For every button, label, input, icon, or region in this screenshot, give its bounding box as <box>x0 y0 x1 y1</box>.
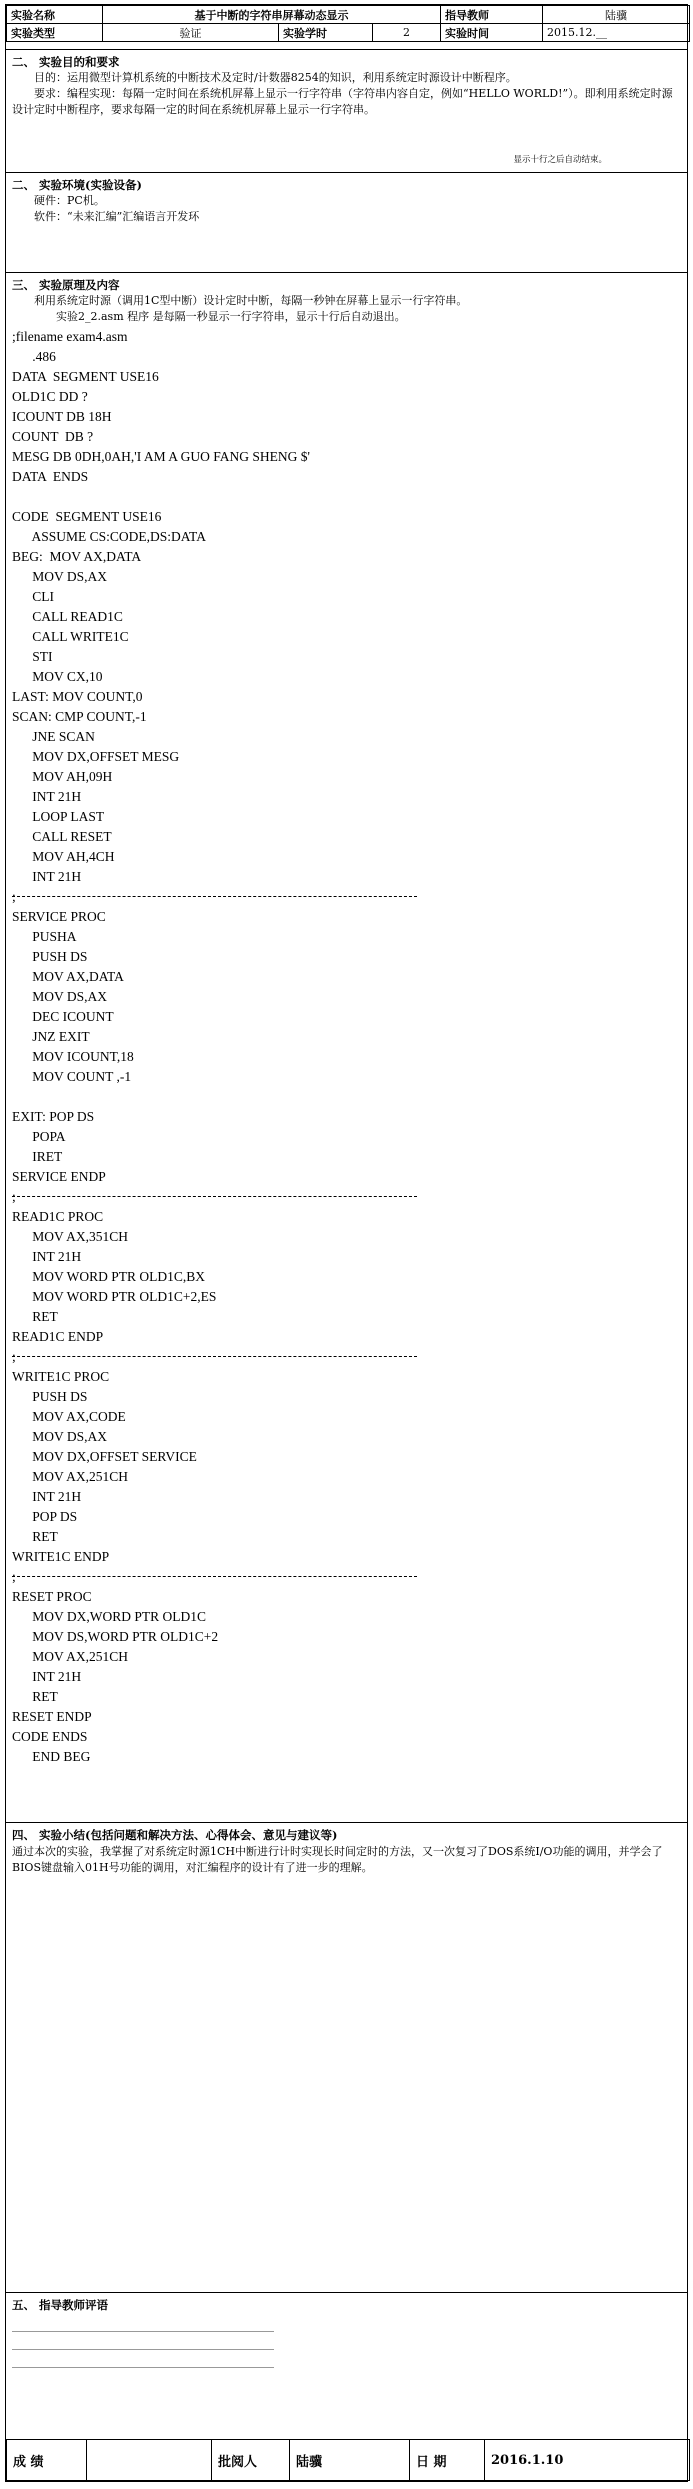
code-line: MOV AX,351CH <box>12 1229 129 1244</box>
code-line: ;filename exam4.asm <box>12 329 128 344</box>
code-line: RESET ENDP <box>12 1709 92 1724</box>
report-footer-table <box>6 2439 690 2481</box>
experiment-name-value: 基于中断的字符串屏幕动态显示 <box>103 6 441 24</box>
score-value <box>87 2440 212 2481</box>
code-separator-semicolon: ; <box>12 889 16 904</box>
principle-section-title: 三、 实验原理及内容 <box>12 278 120 292</box>
code-line: READ1C ENDP <box>12 1329 104 1344</box>
code-line: PUSHA <box>12 929 77 944</box>
code-line: INT 21H <box>12 1669 82 1684</box>
code-line: INT 21H <box>12 789 82 804</box>
purpose-text: 目的：运用微型计算机系统的中断技术及定时/计数器8254的知识，利用系统定时源设计中断程序。 <box>34 71 517 84</box>
experiment-hours-value: 2 <box>373 24 441 42</box>
code-line: MOV DS,AX <box>12 989 108 1004</box>
lab-report-sheet <box>5 4 688 2482</box>
score-label: 成 绩 <box>7 2440 87 2481</box>
code-line: LOOP LAST <box>12 809 105 824</box>
code-line: JNZ EXIT <box>12 1029 90 1044</box>
code-line <box>12 487 681 507</box>
teacher-value: 陆骥 <box>543 6 690 24</box>
code-line: CALL WRITE1C <box>12 629 129 644</box>
code-line: RET <box>12 1309 58 1324</box>
dashed-rule <box>12 1576 417 1577</box>
code-line: POPA <box>12 1129 66 1144</box>
experiment-name-label: 实验名称 <box>7 6 103 24</box>
purpose-section-title: 二、 实验目的和要求 <box>12 55 120 69</box>
code-separator <box>12 1567 681 1587</box>
experiment-type-value: 验证 <box>103 24 279 42</box>
code-line: MOV DS,AX <box>12 1429 108 1444</box>
code-line: MOV DX,WORD PTR OLD1C <box>12 1609 207 1624</box>
code-line: MOV ICOUNT,18 <box>12 1049 134 1064</box>
reviewer-value: 陆骥 <box>290 2440 410 2481</box>
code-line: SERVICE PROC <box>12 909 106 924</box>
teacher-comment-section <box>6 2292 687 2442</box>
code-line: .486 <box>12 349 56 364</box>
code-line: IRET <box>12 1149 63 1164</box>
principle-line-1: 利用系统定时源（调用1C型中断）设计定时中断，每隔一秒钟在屏幕上显示一行字符串。 <box>34 294 468 307</box>
code-line: MOV DS,WORD PTR OLD1C+2 <box>12 1629 219 1644</box>
experiment-type-label: 实验类型 <box>7 24 103 42</box>
code-separator-semicolon: ; <box>12 1349 16 1364</box>
code-line <box>12 1087 681 1107</box>
code-line: MOV AX,251CH <box>12 1649 129 1664</box>
header-row-2 <box>7 24 690 42</box>
code-line: EXIT: POP DS <box>12 1109 95 1124</box>
summary-section-title: 四、 实验小结 <box>12 1828 86 1842</box>
code-line: CODE ENDS <box>12 1729 88 1744</box>
principle-section <box>6 272 687 1822</box>
code-line: STI <box>12 649 53 664</box>
code-separator <box>12 1187 681 1207</box>
code-line: MOV DX,OFFSET SERVICE <box>12 1449 197 1464</box>
code-line: LAST: MOV COUNT,0 <box>12 689 143 704</box>
code-line: INT 21H <box>12 869 82 884</box>
code-line: CLI <box>12 589 54 604</box>
code-line: OLD1C DD ? <box>12 389 88 404</box>
code-line: INT 21H <box>12 1489 82 1504</box>
dashed-rule <box>12 1196 417 1197</box>
experiment-time-label: 实验时间 <box>441 24 543 42</box>
code-line: WRITE1C ENDP <box>12 1549 110 1564</box>
code-separator <box>12 1347 681 1367</box>
code-line: SCAN: CMP COUNT,-1 <box>12 709 147 724</box>
experiment-hours-label: 实验学时 <box>279 24 373 42</box>
purpose-section <box>6 49 687 172</box>
code-line: RET <box>12 1689 58 1704</box>
code-separator <box>12 887 681 907</box>
code-line: BEG: MOV AX,DATA <box>12 549 142 564</box>
code-line: ICOUNT DB 18H <box>12 409 112 424</box>
code-line: MOV CX,10 <box>12 669 103 684</box>
code-line: MOV WORD PTR OLD1C+2,ES <box>12 1289 217 1304</box>
code-line: MOV DX,OFFSET MESG <box>12 749 180 764</box>
code-line: MOV AH,4CH <box>12 849 115 864</box>
code-line: READ1C PROC <box>12 1209 104 1224</box>
code-line: SERVICE ENDP <box>12 1169 106 1184</box>
code-line: PUSH DS <box>12 1389 88 1404</box>
code-line: CALL READ1C <box>12 609 123 624</box>
reviewer-label: 批阅人 <box>212 2440 290 2481</box>
requirement-text: 要求：编程实现：每隔一定时间在系统机屏幕上显示一行字符串（字符串内容自定，例如“HELLO WORLD!”）。即利用系统定时源设计定时中断程序，要求每隔一定的时间在系统机屏幕上显示一行字符串。 <box>12 87 673 116</box>
teacher-comment-title: 五、 指导教师评语 <box>12 2298 109 2312</box>
environment-section-title: 二、 实验环境(实验设备) <box>12 178 142 192</box>
date-value: 2016.1.10 <box>485 2440 690 2481</box>
code-line: MOV AX,DATA <box>12 969 124 984</box>
dashed-rule <box>12 896 417 897</box>
summary-title-note: (包括问题和解决方法、心得体会、意见与建议等) <box>85 1828 338 1842</box>
code-line: MOV AX,CODE <box>12 1409 126 1424</box>
code-line: JNE SCAN <box>12 729 95 744</box>
report-header-table <box>6 5 690 42</box>
comment-line <box>12 2349 274 2350</box>
code-line: MOV AX,251CH <box>12 1469 129 1484</box>
code-line: WRITE1C PROC <box>12 1369 110 1384</box>
code-line: DEC ICOUNT <box>12 1009 114 1024</box>
hardware-text: 硬件：PC机。 <box>34 194 105 207</box>
code-line: PUSH DS <box>12 949 88 964</box>
comment-line <box>12 2331 274 2332</box>
summary-text: 通过本次的实验，我掌握了对系统定时源1CH中断进行计时实现长时间定时的方法，又一次复习了DOS系统I/O功能的调用，并学会了BIOS键盘输入01H号功能的调用，对汇编程序的设计有了进一步的理解。 <box>12 1845 663 1874</box>
experiment-time-value: 2015.12.__ <box>543 24 690 42</box>
dashed-rule <box>12 1356 417 1357</box>
principle-line-2: 实验2_2.asm 程序 是每隔一秒显示一行字符串，显示十行后自动退出。 <box>56 310 406 323</box>
software-text: 软件：“未来汇编”汇编语言开发环 <box>34 210 200 223</box>
code-line: MOV AH,09H <box>12 769 113 784</box>
code-line: MOV COUNT ,-1 <box>12 1069 132 1084</box>
asm-code-listing <box>12 327 681 1767</box>
code-line: CODE SEGMENT USE16 <box>12 509 162 524</box>
code-separator-semicolon: ; <box>12 1189 16 1204</box>
code-line: MOV DS,AX <box>12 569 108 584</box>
code-line: ASSUME CS:CODE,DS:DATA <box>12 529 206 544</box>
code-separator-semicolon: ; <box>12 1569 16 1584</box>
code-line: CALL RESET <box>12 829 112 844</box>
code-line: INT 21H <box>12 1249 82 1264</box>
code-line: DATA SEGMENT USE16 <box>12 369 159 384</box>
comment-line <box>12 2367 274 2368</box>
summary-section <box>6 1822 687 2292</box>
header-row-1 <box>7 6 690 24</box>
teacher-label: 指导教师 <box>441 6 543 24</box>
code-line: MOV WORD PTR OLD1C,BX <box>12 1269 206 1284</box>
code-line: POP DS <box>12 1509 78 1524</box>
code-line: RESET PROC <box>12 1589 92 1604</box>
environment-section <box>6 172 687 272</box>
code-line: COUNT DB ? <box>12 429 94 444</box>
requirement-note: 显示十行之后自动结束。 <box>513 155 607 165</box>
code-line: RET <box>12 1529 58 1544</box>
code-line: MESG DB 0DH,0AH,'I AM A GUO FANG SHENG $' <box>12 449 310 464</box>
date-label: 日 期 <box>410 2440 485 2481</box>
code-line: END BEG <box>12 1749 91 1764</box>
code-line: DATA ENDS <box>12 469 89 484</box>
